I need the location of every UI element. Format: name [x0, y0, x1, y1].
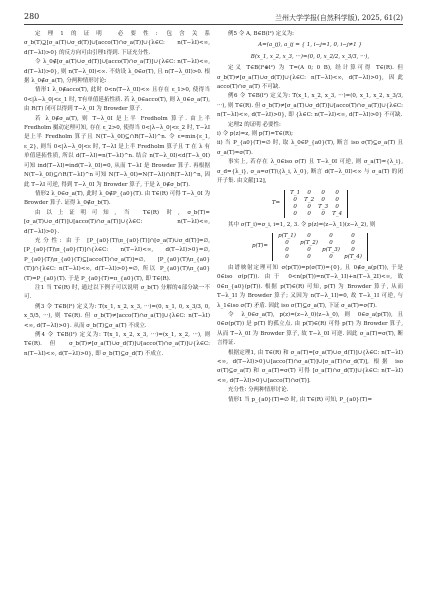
page-number: 280 — [24, 12, 40, 21]
paragraph: 由谱映射定理可知 σ(p(T))=p(σ(T))={0}, 且 0∉σ_a(p(T)), 于是 0∈iso σ(p(T)). 由于 0<n(p(T))=n(T−λ_1I)+n(T−λ_2I)<∞, 故 0∈π_{a0}(p(T)). 根据 p(T)∈(R) 可知, p(T) 为 Browder 算子, 从而 T−λ_1I 为 Browder 算子; 又因为 n(T−λ_1I)=0, 故 T−λ_1I 可逆, 与 λ_1∈iso σ(T) 矛盾. 因此 iso σ(T)⊆σ_a(T), 下证 σ_a(T)=σ(T). — [217, 264, 403, 309]
paragraph: 例4 令 T∈B(l²) 定义为: T(x_1, x_2, x_3, ···)=(x_1, x_2, ···), 则 T∈(R). 但 σ_b(T)≠[σ_a(T)∪σ_d(T)]∪[acco(T)∩σ_a(T)]∪{λ∈C: n(T−λI)<∞, d(T−λI)>0}, 即 σ_b(T)⊆σ_d(T) 不成立. — [24, 332, 210, 357]
paragraph: 注1 当 T∈(R) 时, 通过以下例子可以说明 σ_b(T) 分解的4部分缺一不可. — [24, 284, 210, 301]
matrix-entry: 0 — [307, 189, 311, 196]
matrix-entry: T_1 — [290, 189, 301, 196]
matrix-entry: p(T_3) — [322, 246, 340, 253]
paragraph: 根据定理1, 由 T∈(R) 和 σ_a(T)=[σ_a(T)∪σ_d(T)]∪{λ∈C: n(T−λI)<∞, d(T−λI)>0}∪[acco(T)∩σ_a(T)]∪[σ_a(T)∩σ_d(T)], 根据 iso σ(T)⊆σ_a(T) 和 σ_a(T)=σ(T) 可得 [σ_a(T)∩σ_d(T)]∪{λ∈C: n(T−λI)<∞, d(T−λI)>0}∪[acco(T)∩σ(T)]. — [217, 349, 403, 384]
matrix-entry: p(T_1) — [278, 232, 296, 239]
matrix-entry: 0 — [329, 232, 333, 239]
paragraph: 其中 σ(T_i)=σ_i, i=1, 2, 3. 令 p(z)=(z−λ_1)(z−λ_2), 则 — [228, 221, 376, 228]
journal-title: 兰州大学学报(自然科学版), 2025, 61(2) — [275, 14, 403, 22]
paragraph: 事实上, 若存在 λ_0∈iso σ(T) 且 T−λ_0I 可逆, 则 σ_a(T)={λ_i}, σ_d={λ_i}, σ_a=σ(T)\{λ_i, λ_0}, 断言 d(T−λ_0I)<∞ 与 σ_a(T) 的闭开子集. 由文献[12], — [217, 159, 403, 185]
paragraph: 令 λ_0∈σ_a(T), p(z)=(z−λ_0)(z−λ_0), 则 0∈σ_a(p(T)), 且 0∈σ(p(T)) 是 p(T) 的孤立点. 由 p(T)∈(R) 可得 p(T) 为 Browder 算子, 从而 T−λ_0I 为 Browder 算子, 故 T−λ_0I 可逆. 因此 σ_a(T)=σ(T), 断言得证. — [217, 311, 403, 347]
paragraph: 情形2 λ_0∈σ_a(T), 此时 λ_0∉P_{a0}(T). 由 T∈(R) 可得 T−λ_0I 为 Browder 算子. 证得 λ_0∉σ_b(T). — [24, 190, 210, 207]
matrix-grid — [284, 190, 348, 218]
paragraph: 例5 令 A, B∈B(l²) 定义为: — [228, 31, 294, 37]
matrix-entry: p(T_2) — [300, 239, 318, 246]
matrix-entry: 0 — [285, 239, 289, 246]
paragraph: ii) 当 P_{a0}(T)=∅ 时, 取 λ_0∈P_{a0}(T), 断言 iso σ(T)⊆σ_a(T) 且 σ_a(T)=σ(T). — [217, 140, 403, 156]
matrix-entry: 0 — [329, 239, 333, 246]
matrix-entry: 0 — [285, 253, 289, 260]
matrix-grid — [272, 233, 368, 261]
paragraph: 例3 令 T∈B(l²) 定义为: T(x_1, x_2, x_3, ···)=(0, x_1, 0, x_3/3, 0, x_5/5, ···), 则 T∈(R). 但 σ_b(T)≠[acco(T)∩σ_a(T)]∪{λ∈C: n(T−λI)<∞, d(T−λI)>0}. 从而 σ_b(T)⊆σ_a(T) 不成立. — [24, 303, 210, 329]
matrix-entry: 0 — [335, 189, 339, 196]
matrix-entry: p(T_4) — [344, 253, 362, 260]
paragraph: 充分性: 由于 [P_{a0}(T)\π_{a0}(T)]∩[σ_a(T)∪σ_d(T)]=∅, [P_{a0}(T)\π_{a0}(T)]∩{λ∈C: n(T−λI)<∞, d(T−λI)>0}=∅, P_{a0}(T)\π_{a0}(T)⊆[acco(T)∩σ_a(T)]=∅, [P_{a0}(T)\π_{a0}(T)]∩{λ∈C: n(T−λI)<∞, d(T−λI)>0}=∅, 所以 P_{a0}(T)\π_{a0}(T)=P_{a0}(T). 于是 P_{a0}(T)=π_{a0}(T), 即 T∈(R). — [24, 237, 210, 282]
paragraph: 定义 T∈B(l²⊕l²) 为 T=(A 0; 0 B), 经计算可得 T∈(R). 但 σ_b(T)≠[σ_a(T)∪σ_d(T)]∪{λ∈C: n(T−λI)<∞, d(T−λI)>0}, 因此 acco(T)∩σ_a(T) 不可缺. — [217, 65, 403, 91]
paragraph: 由以上证明可知, 当 T∈(R) 时, σ_b(T)=[σ_a(T)∪σ_d(T)]∪[acco(T)∩σ_a(T)]∪{λ∈C: n(T−λI)<∞, d(T−λI)>0}. — [24, 209, 210, 235]
matrix-entry: 0 — [307, 203, 311, 210]
left-column — [24, 30, 210, 359]
paragraph: 令 λ_0∉[σ_a(T)∪σ_d(T)]∪[acco(T)∩σ_a(T)]∪{λ∈C: n(T−λI)<∞, d(T−λI)>0}, 则 n(T−λ_0I)<∞. 不妨设 λ_0∈σ(T), 且 n(T−λ_0I)>0. 根据 λ_0∉σ_a(T), 分两种情形讨论: — [24, 59, 210, 85]
matrix-entry: T_4 — [332, 210, 343, 217]
paragraph: 充分性: 分两种情形讨论. — [228, 387, 289, 394]
matrix-entry: 0 — [321, 189, 325, 196]
matrix-entry: 0 — [351, 239, 355, 246]
matrix-entry: 0 — [293, 196, 297, 203]
page-header — [24, 10, 403, 25]
matrix-entry: 0 — [293, 210, 297, 217]
matrix-entry: 0 — [307, 253, 311, 260]
equation: A=(a_ij), a_ij = { 1, i−j=1, 0, i−j≠1 } — [258, 42, 362, 49]
matrix-entry: 0 — [329, 253, 333, 260]
paragraph: 若 λ_0∉σ_a(T), 则 T−λ_0I 是上半 Fredholm 算子. 由上半 Fredholm 摄动定理可知, 存在 ε_2>0, 使得当 0<|λ−λ_0|<ε_2 时, T−λI 是上半 Fredholm 算子且 N(T−λ_0I)⊆∩R(T−λI)^n. 令 ε=min{ε_1, ε_2}, 则当 0<|λ−λ_0|<ε 时, T−λI 是上半 Fredholm 算子且 T 在 λ 有单值延拓性质, 所以 d(T−λI)=n(T−λI)^n. 结合 n(T−λ_0I)<d(T−λ_0I) 可知 ind(T−λI)=ind(T−λ_0I)=0, 从而 T−λI 是 Browder 算子. 再根据 N(T−λ_0I)⊆∩R(T−λI)^n 可知 N(T−λ_0I)=N(T−λI)∩R(T−λI)^n, 因此 T−λI 可逆, 得到 T−λ_0I 为 Browder 算子, 于是 λ_0∉σ_b(T). — [24, 115, 210, 188]
matrix-entry: 0 — [307, 210, 311, 217]
right-column — [217, 30, 403, 405]
matrix-label: p(T)= — [251, 243, 269, 250]
matrix-entry: 0 — [351, 246, 355, 253]
matrix-entry: 0 — [335, 203, 339, 210]
paragraph: 例6 令 T∈B(l²) 定义为: T(x_1, x_2, x_3, ···)=(0, x_1, x_2, x_3/3, ···), 则 T∈(R). 但 σ_b(T)≠[σ_a(T)∪σ_d(T)]∪[acco(T)∩σ_a(T)]∪{λ∈C: n(T−λI)<∞, d(T−λI)>0}, 即 {λ∈C: n(T−λI)<∞, d(T−λI)>0} 不可缺. — [217, 93, 403, 119]
matrix-entry: 0 — [351, 232, 355, 239]
matrix-entry: 0 — [285, 246, 289, 253]
paragraph: 情形1 当 p_{a0}(T)=∅ 时, 由 T∈(R) 可知, P_{a0}(T)= — [228, 396, 373, 403]
matrix-entry: 0 — [293, 203, 297, 210]
paragraph: i) 令 p(z)=z, 则 p(T)=T∈(R); — [217, 131, 293, 138]
matrix-entry: 0 — [307, 246, 311, 253]
matrix-entry: 0 — [307, 232, 311, 239]
matrix-entry: 0 — [321, 210, 325, 217]
matrix-label: T= — [271, 199, 281, 206]
paragraph: 定理1的证明 必要性: 包含关系 σ_b(T)⊇[σ_a(T)∪σ_d(T)]∪[acco(T)∩σ_a(T)]∪{λ∈C: n(T−λI)<∞, d(T−λI)>0} 的反方向可由引理1得到. 下证充分性. — [24, 31, 210, 56]
matrix-entry: 0 — [321, 196, 325, 203]
matrix-entry: T_3 — [318, 203, 329, 210]
paragraph: 定理2 的证明 必要性: — [228, 121, 281, 128]
block-matrix — [217, 233, 403, 261]
matrix-entry: 0 — [335, 196, 339, 203]
paragraph: 情形1 λ_0∉acco(T), 此时 0<n(T−λ_0I)<∞ 且存在 ε_1>0, 使得当 0<|λ−λ_0|<ε_1 时, T有单值延拓性质. 若 λ_0∈acco(T), 则 λ_0∈σ_a(T), 由 R(T) 闭可以得到 T−λ_0I 为 Browder 算子. — [24, 87, 210, 113]
equation: B(x_1, x_2, x_3, ···)=(0, 0, x_2/2, x_3/3, ···), — [250, 53, 370, 60]
matrix-entry: T_2 — [304, 196, 315, 203]
block-matrix — [217, 190, 403, 218]
